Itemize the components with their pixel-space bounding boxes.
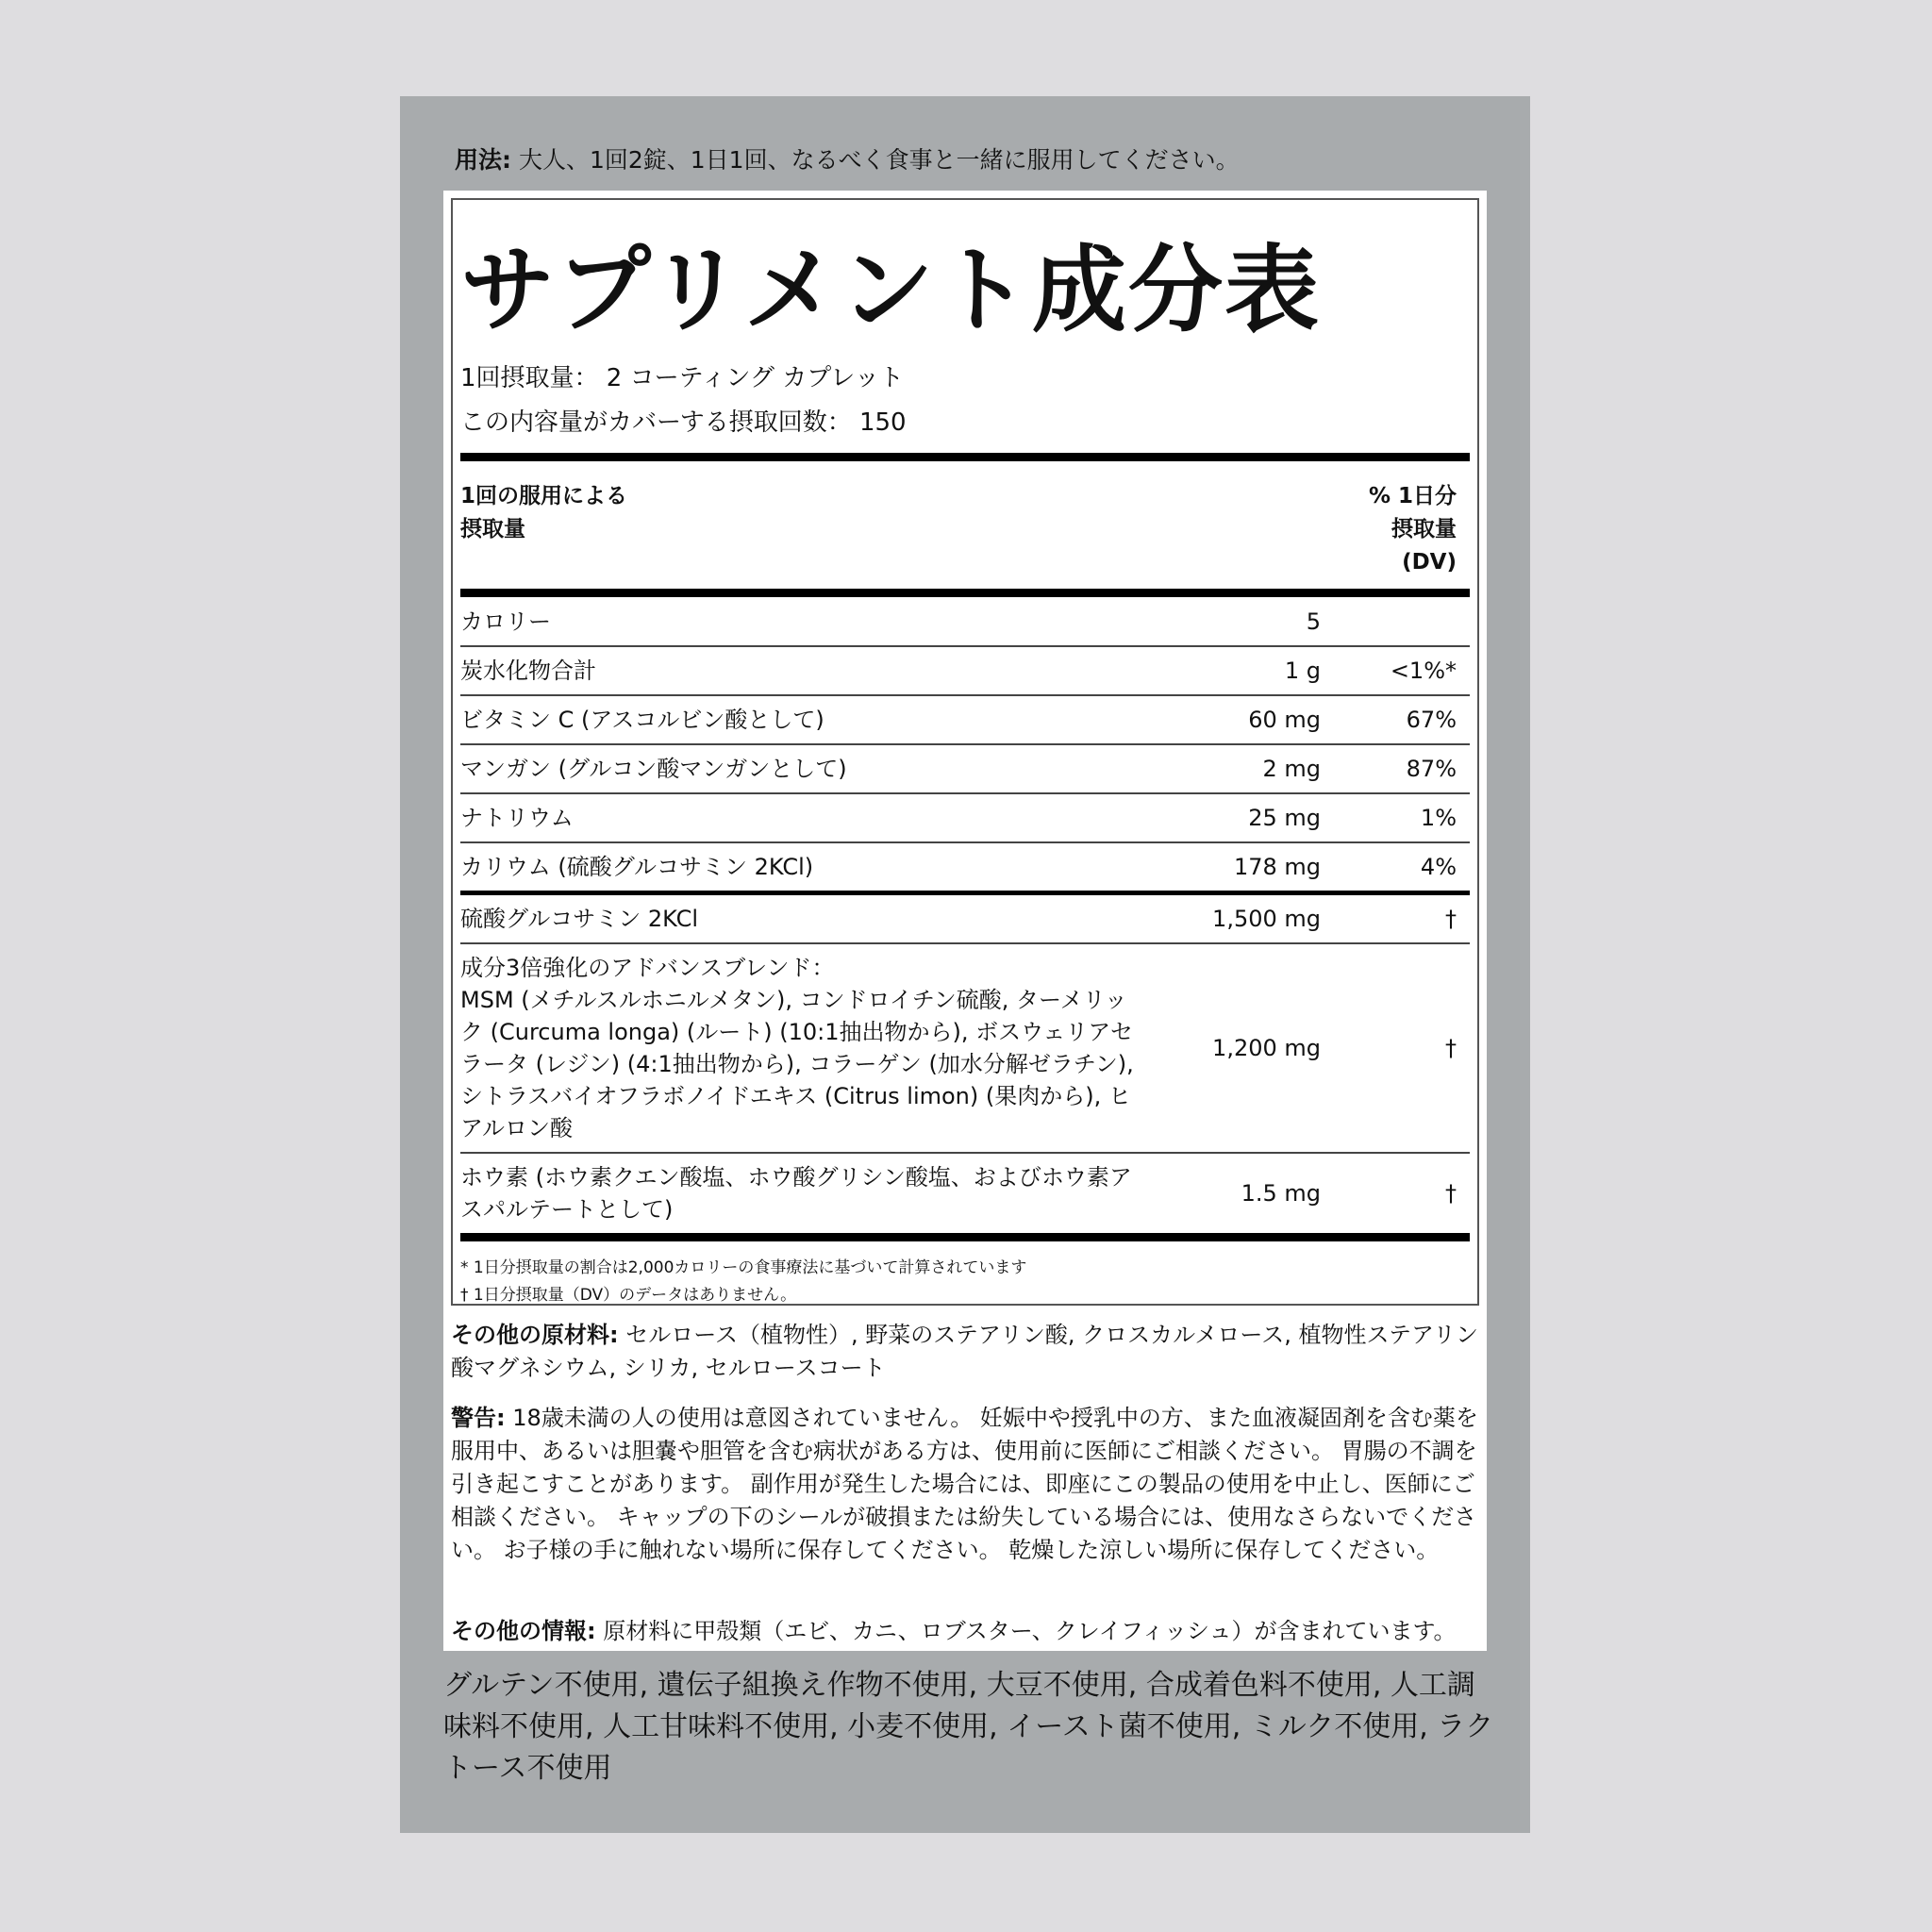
- facts-title: サプリメント成分表: [460, 235, 1321, 345]
- nutrient-name: カロリー: [460, 608, 551, 635]
- table-header: [460, 461, 1470, 589]
- footnote: † 1日分摂取量（DV）のデータはありません。: [460, 1286, 797, 1305]
- nutrient-name: マンガン (グルコン酸マンガンとして): [460, 756, 847, 782]
- other-info-text: 原材料に甲殻類（エビ、カニ、ロブスター、クレイフィッシュ）が含まれています。: [595, 1618, 1457, 1644]
- nutrient-row: [460, 694, 1470, 743]
- nutrient-amount: 2 mg: [1262, 756, 1321, 782]
- nutrient-amount: 1,500 mg: [1212, 906, 1321, 932]
- nutrient-amount: 1.5 mg: [1241, 1180, 1321, 1207]
- nutrient-name: 成分3倍強化のアドバンスブレンド： MSM (メチルスルホニルメタン), コンドロイチン硫酸, ターメリック (Curcuma longa) (ルート) (10:1抽出物から), ボスウェリアセラータ (レジン) (4:1抽出物から), コラーゲン (加水分解ゼラチン), シトラスバイオフラボノイドエキス (Citrus limon) (果肉から), ヒアルロン酸: [460, 955, 1134, 1141]
- other-info: [451, 1615, 1479, 1648]
- nutrient-amount: 5: [1306, 608, 1321, 635]
- other-ingredients-label: その他の原材料:: [451, 1322, 619, 1348]
- nutrient-row: [460, 841, 1470, 891]
- serving-size: 1回摂取量： 2 コーティング カプレット: [460, 364, 904, 392]
- header-amount-line: 摂取量: [460, 517, 525, 541]
- nutrient-row: [460, 597, 1470, 645]
- nutrient-name: 硫酸グルコサミン 2KCl: [460, 906, 699, 932]
- footnote: * 1日分摂取量の割合は2,000カロリーの食事療法に基づいて計算されています: [460, 1258, 1027, 1277]
- nutrient-row: [460, 1152, 1470, 1233]
- nutrient-amount: 1,200 mg: [1212, 1035, 1321, 1061]
- other-info-label: その他の情報:: [451, 1618, 596, 1644]
- nutrient-amount: 1 g: [1284, 658, 1321, 684]
- nutrient-dv: †: [1445, 906, 1457, 932]
- nutrient-dv: <1%*: [1390, 658, 1457, 684]
- nutrient-row: [460, 792, 1470, 841]
- nutrient-name: ビタミン C (アスコルビン酸として): [460, 707, 824, 733]
- nutrient-row: [460, 645, 1470, 694]
- footnotes: [460, 1241, 1470, 1309]
- servings-per-container: この内容量がカバーする摂取回数： 150: [460, 408, 907, 437]
- header-dv-line: (DV): [1402, 550, 1457, 575]
- header-dv-line: % 1日分: [1368, 484, 1457, 508]
- nutrient-row: [460, 942, 1470, 1152]
- other-ingredients: [451, 1319, 1479, 1385]
- other-ingredients-text: セルロース（植物性）, 野菜のステアリン酸, クロスカルメロース, 植物性ステアリン酸マグネシウム, シリカ, セルロースコート: [451, 1322, 1479, 1381]
- nutrient-row: [460, 743, 1470, 792]
- nutrient-amount: 178 mg: [1233, 854, 1321, 880]
- nutrient-name: 炭水化物合計: [460, 658, 596, 684]
- nutrient-dv: 4%: [1420, 854, 1457, 880]
- nutrient-name: カリウム (硫酸グルコサミン 2KCl): [460, 854, 814, 880]
- label-card: [443, 191, 1487, 1651]
- nutrient-amount: 60 mg: [1248, 707, 1321, 733]
- divider: [460, 589, 1470, 597]
- warning: [451, 1402, 1479, 1567]
- header-amount-line: 1回の服用による: [460, 484, 628, 508]
- divider: [460, 1233, 1470, 1241]
- free-from-list: グルテン不使用, 遺伝子組換え作物不使用, 大豆不使用, 合成着色料不使用, 人工調味料不使用, 人工甘味料不使用, 小麦不使用, イースト菌不使用, ミルク不使用, ラクトース不使用: [443, 1669, 1494, 1785]
- nutrient-rows: [460, 597, 1470, 1233]
- directions: [455, 143, 1240, 177]
- divider: [460, 453, 1470, 461]
- supplement-facts-box: [451, 198, 1479, 1306]
- nutrient-dv: 1%: [1420, 805, 1457, 831]
- directions-text: 大人、1回2錠、1日1回、なるべく食事と一緒に服用してください。: [511, 146, 1240, 174]
- header-dv-line: 摂取量: [1391, 517, 1457, 541]
- nutrient-dv: †: [1445, 1180, 1457, 1207]
- nutrient-dv: 87%: [1406, 756, 1457, 782]
- nutrient-dv: †: [1445, 1035, 1457, 1061]
- directions-label: 用法:: [455, 146, 511, 174]
- nutrient-name: ナトリウム: [460, 805, 574, 831]
- nutrient-name: ホウ素 (ホウ素クエン酸塩、ホウ酸グリシン酸塩、およびホウ素アスパルテートとして): [460, 1164, 1132, 1223]
- nutrient-dv: 67%: [1406, 707, 1457, 733]
- nutrient-row: [460, 891, 1470, 942]
- nutrient-amount: 25 mg: [1248, 805, 1321, 831]
- warning-text: 18歳未満の人の使用は意図されていません。 妊娠中や授乳中の方、また血液凝固剤を含む薬を服用中、あるいは胆嚢や胆管を含む病状がある方は、使用前に医師にご相談ください。 胃腸の不調を引き起こすことがあります。 副作用が発生した場合には、即座にこの製品の使用を中止し、医師にご相談ください。 キャップの下のシールが破損または紛失している場合には、使用なさらないでください。 お子様の手に触れない場所に保存してください。 乾燥した涼しい場所に保存してください。: [451, 1405, 1478, 1563]
- warning-label: 警告:: [451, 1405, 506, 1431]
